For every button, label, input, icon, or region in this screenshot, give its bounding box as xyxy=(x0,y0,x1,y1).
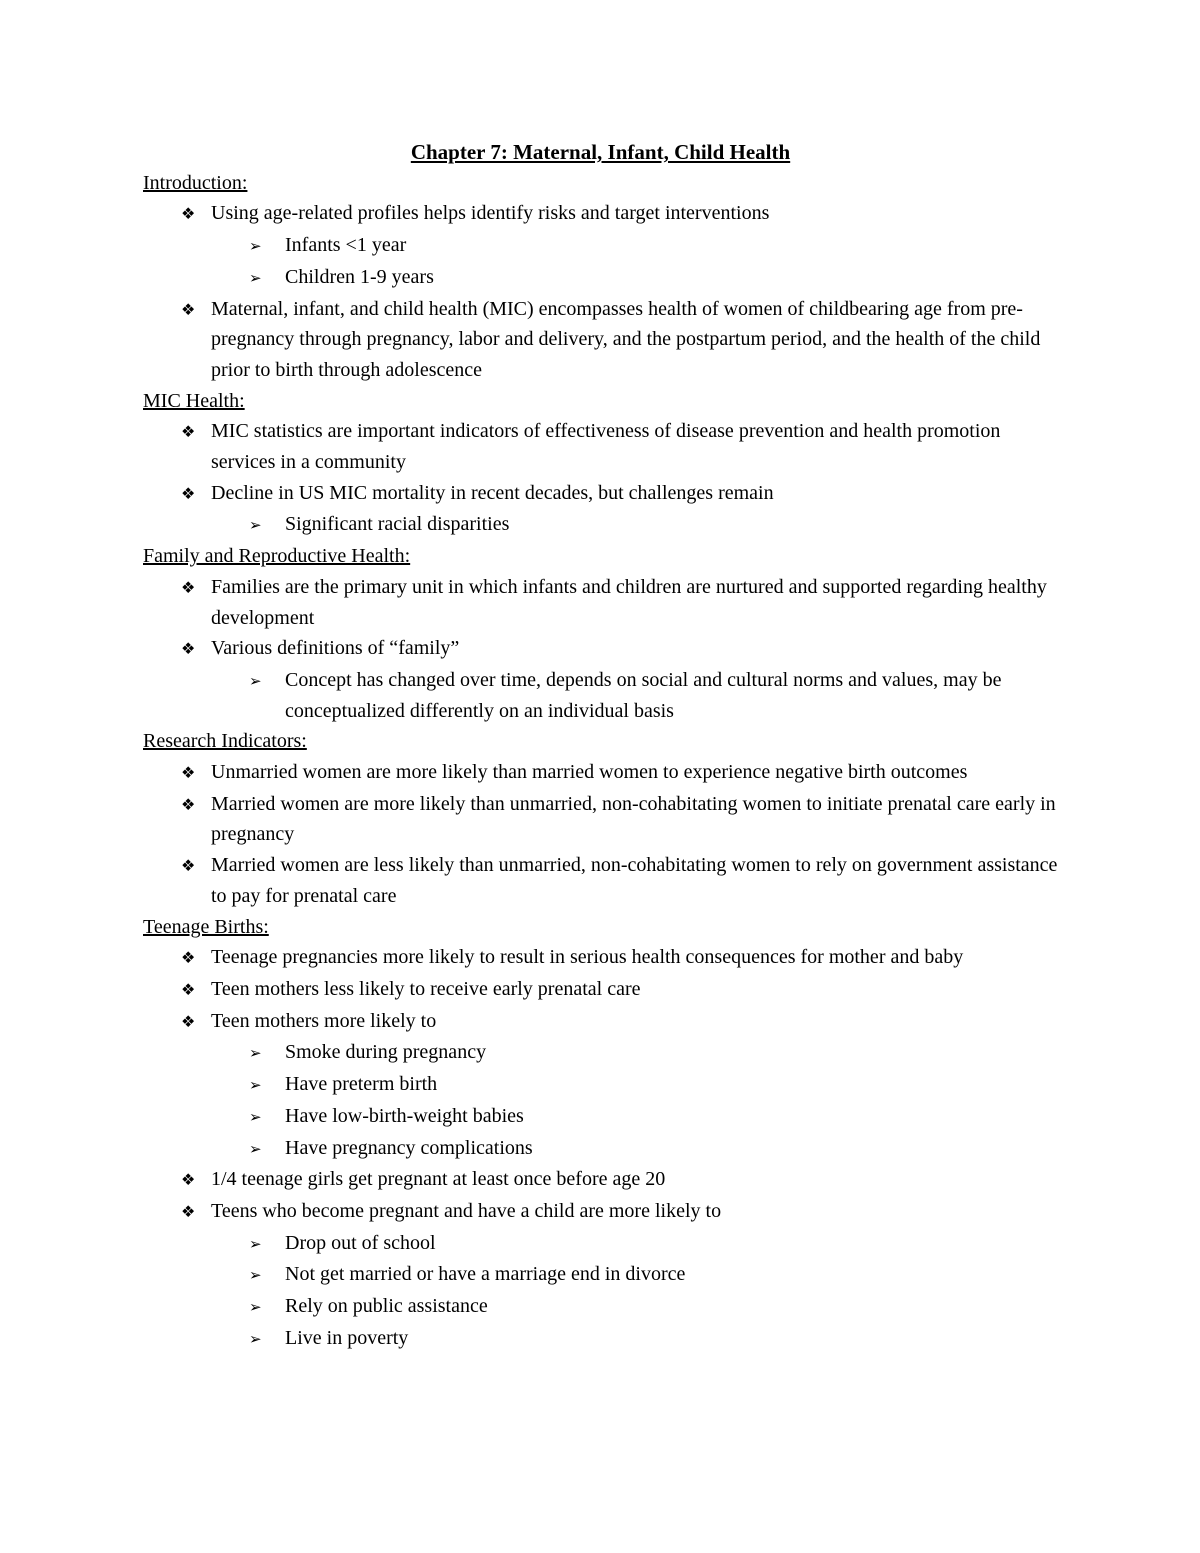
list-item xyxy=(143,572,1058,633)
list-item-text: Concept has changed over time, depends on social and cultural norms and values, may be conceptualized differently on an individual basis xyxy=(285,668,1002,722)
arrow-bullet-icon: ➢ xyxy=(249,1266,262,1285)
list-item-text: Have preterm birth xyxy=(285,1073,438,1096)
arrow-bullet-icon: ➢ xyxy=(249,1076,262,1095)
list-item-text: MIC statistics are important indicators of effectiveness of disease prevention and health promotion services in a community xyxy=(211,420,1001,474)
diamond-bullet-icon: ❖ xyxy=(181,483,196,503)
list-item-text: Teenage pregnancies more likely to result in serious health consequences for mother and baby xyxy=(211,946,964,969)
list-item-text: Have low-birth-weight babies xyxy=(285,1104,524,1127)
list-item-text: Teen mothers less likely to receive early prenatal care xyxy=(211,977,641,1000)
section-heading: Research Indicators: xyxy=(143,730,307,753)
list-item-text: 1/4 teenage girls get pregnant at least once before age 20 xyxy=(211,1168,666,1191)
arrow-bullet-icon: ➢ xyxy=(249,1139,262,1158)
list-item-text: Live in poverty xyxy=(285,1326,409,1349)
diamond-bullet-icon: ❖ xyxy=(181,577,196,597)
diamond-bullet-icon: ❖ xyxy=(181,422,196,442)
arrow-bullet-icon: ➢ xyxy=(249,268,262,287)
arrow-bullet-icon: ➢ xyxy=(249,1044,262,1063)
list-item-text: Teen mothers more likely to xyxy=(211,1009,437,1032)
list-item xyxy=(143,1101,1058,1133)
list-item xyxy=(143,1228,1058,1260)
list-item xyxy=(143,416,1058,477)
list-item xyxy=(143,509,1058,541)
list-item-text: Drop out of school xyxy=(285,1231,436,1254)
list-item-text: Decline in US MIC mortality in recent decades, but challenges remain xyxy=(211,481,774,504)
list-item xyxy=(143,757,1058,789)
list-item-text: Married women are more likely than unmarried, non-cohabitating women to initiate prenatal care early in pregnancy xyxy=(211,792,1056,846)
list-item xyxy=(143,230,1058,262)
list-item xyxy=(143,789,1058,850)
list-item xyxy=(143,1069,1058,1101)
diamond-bullet-icon: ❖ xyxy=(181,204,196,224)
section-heading: Family and Reproductive Health: xyxy=(143,545,411,568)
list-item xyxy=(143,1006,1058,1038)
list-item xyxy=(143,1291,1058,1323)
list-item-text: Smoke during pregnancy xyxy=(285,1041,487,1064)
diamond-bullet-icon: ❖ xyxy=(181,856,196,876)
list-item-text: Unmarried women are more likely than married women to experience negative birth outcomes xyxy=(211,761,968,784)
section-heading: Teenage Births: xyxy=(143,915,269,938)
arrow-bullet-icon: ➢ xyxy=(249,1234,262,1253)
diamond-bullet-icon: ❖ xyxy=(181,948,196,968)
list-item xyxy=(143,198,1058,230)
diamond-bullet-icon: ❖ xyxy=(181,1170,196,1190)
arrow-bullet-icon: ➢ xyxy=(249,1107,262,1126)
section-heading: MIC Health: xyxy=(143,389,245,412)
diamond-bullet-icon: ❖ xyxy=(181,763,196,783)
list-item-text: Married women are less likely than unmarried, non-cohabitating women to rely on government assistance to pay for prenatal care xyxy=(211,854,1058,907)
list-item-text: Children 1-9 years xyxy=(285,265,434,288)
list-item-text: Rely on public assistance xyxy=(285,1295,488,1318)
list-item xyxy=(143,633,1058,665)
list-item-text: Teens who become pregnant and have a child are more likely to xyxy=(211,1199,722,1222)
list-item xyxy=(143,1196,1058,1228)
list-item xyxy=(143,974,1058,1006)
list-item-text: Infants <1 year xyxy=(285,234,407,257)
arrow-bullet-icon: ➢ xyxy=(249,237,262,256)
list-item xyxy=(143,850,1058,911)
diamond-bullet-icon: ❖ xyxy=(181,979,196,999)
arrow-bullet-icon: ➢ xyxy=(249,516,262,535)
list-item-text: Significant racial disparities xyxy=(285,513,510,536)
page-title: Chapter 7: Maternal, Infant, Child Health xyxy=(410,140,791,164)
diamond-bullet-icon: ❖ xyxy=(181,794,196,814)
list-item xyxy=(143,942,1058,974)
document-content xyxy=(143,168,1058,1355)
arrow-bullet-icon: ➢ xyxy=(249,1329,262,1348)
diamond-bullet-icon: ❖ xyxy=(181,1201,196,1221)
list-item-text: Have pregnancy complications xyxy=(285,1136,533,1159)
list-item xyxy=(143,1164,1058,1196)
arrow-bullet-icon: ➢ xyxy=(249,671,262,690)
list-item xyxy=(143,1259,1058,1291)
list-item-text: Families are the primary unit in which infants and children are nurtured and supported regarding healthy development xyxy=(211,575,1047,629)
list-item xyxy=(143,1323,1058,1355)
list-item-text: Various definitions of “family” xyxy=(211,637,460,660)
list-item-text: Using age-related profiles helps identify risks and target interventions xyxy=(211,202,770,225)
list-item-text: Not get married or have a marriage end in divorce xyxy=(285,1263,686,1286)
list-item xyxy=(143,1037,1058,1069)
diamond-bullet-icon: ❖ xyxy=(181,299,196,319)
list-item xyxy=(143,1133,1058,1165)
list-item xyxy=(143,294,1058,386)
list-item xyxy=(143,262,1058,294)
list-item-text: Maternal, infant, and child health (MIC) encompasses health of women of childbearing age from pre-pregnancy through pregnancy, labor and delivery, and the postpartum period, and the health of the child prior to birth through adolescence xyxy=(211,297,1041,381)
list-item xyxy=(143,665,1058,726)
diamond-bullet-icon: ❖ xyxy=(181,639,196,659)
diamond-bullet-icon: ❖ xyxy=(181,1011,196,1031)
section-heading: Introduction: xyxy=(143,171,248,194)
arrow-bullet-icon: ➢ xyxy=(249,1298,262,1317)
list-item xyxy=(143,478,1058,510)
